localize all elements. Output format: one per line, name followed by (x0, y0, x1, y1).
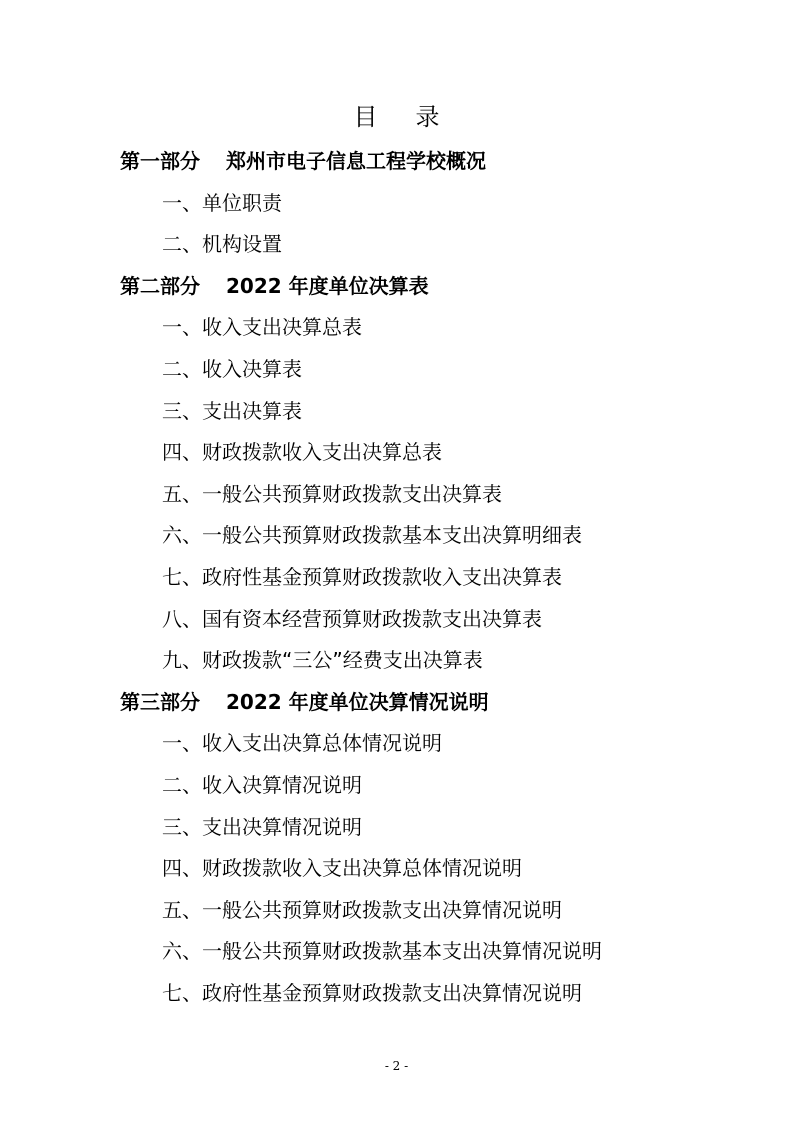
toc-part-2 (0, 268, 793, 310)
toc-item: 三、支出决算表 (162, 398, 302, 423)
toc-item: 六、一般公共预算财政拨款基本支出决算明细表 (162, 523, 582, 548)
toc-item: 七、政府性基金预算财政拨款收入支出决算表 (162, 564, 562, 589)
toc-item: 一、收入支出决算总体情况说明 (162, 731, 442, 756)
toc-item: 二、收入决算情况说明 (162, 772, 362, 797)
toc-item: 三、支出决算情况说明 (162, 814, 362, 839)
toc-item: 一、单位职责 (162, 190, 282, 215)
toc-part-title: 2022 年度单位决算情况说明 (226, 689, 489, 714)
toc-item: 一、收入支出决算总表 (162, 315, 362, 340)
toc-item: 二、机构设置 (162, 232, 282, 257)
toc-item: 四、财政拨款收入支出决算总表 (162, 440, 442, 465)
toc-part-number: 第三部分 (120, 689, 200, 714)
toc-item: 四、财政拨款收入支出决算总体情况说明 (162, 856, 522, 881)
toc-part-number: 第一部分 (120, 149, 200, 173)
toc-item: 五、一般公共预算财政拨款支出决算表 (162, 481, 502, 506)
toc-part-3 (0, 684, 793, 726)
toc-item: 二、收入决算表 (162, 356, 302, 381)
toc-item: 七、政府性基金预算财政拨款支出决算情况说明 (162, 980, 582, 1005)
table-of-contents (0, 143, 793, 1016)
page-number: - 2 - (384, 1059, 409, 1073)
toc-item: 八、国有资本经营预算财政拨款支出决算表 (162, 606, 542, 631)
toc-part-title: 郑州市电子信息工程学校概况 (226, 149, 486, 173)
toc-item: 九、财政拨款“三公”经费支出决算表 (162, 648, 483, 673)
toc-part-1 (0, 143, 793, 185)
toc-item: 五、一般公共预算财政拨款支出决算情况说明 (162, 897, 562, 922)
toc-part-title: 2022 年度单位决算表 (226, 273, 429, 298)
toc-item: 六、一般公共预算财政拨款基本支出决算情况说明 (162, 939, 602, 964)
page-title: 目录 (353, 103, 478, 131)
toc-part-number: 第二部分 (120, 273, 200, 298)
